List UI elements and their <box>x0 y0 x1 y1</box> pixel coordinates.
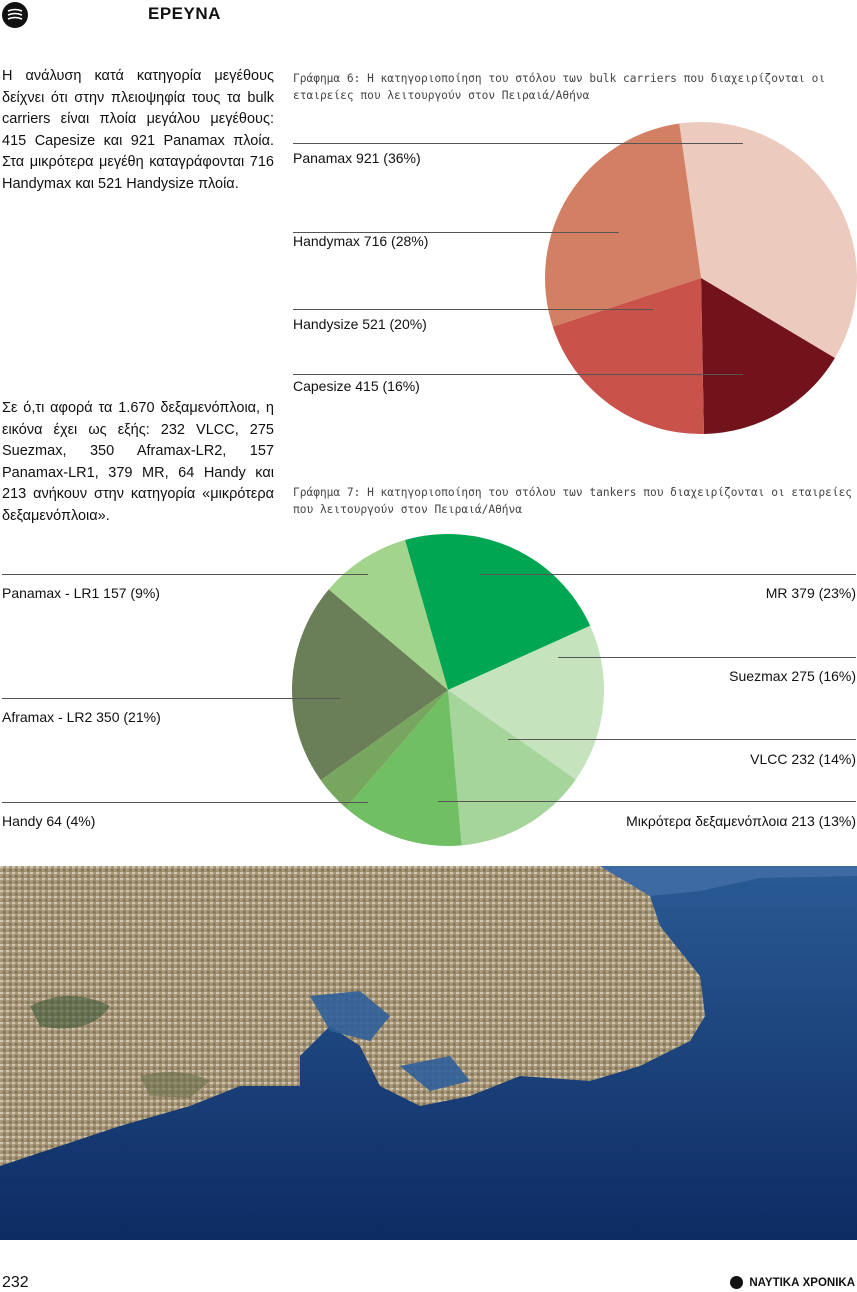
leader-line-handy <box>2 802 368 803</box>
page-number: 232 <box>2 1274 29 1291</box>
label-vlcc: VLCC 232 (14%) <box>750 751 856 767</box>
label-panamax: Panamax 921 (36%) <box>293 150 421 166</box>
leader-line-aframax <box>2 698 340 699</box>
leader-line-capesize <box>293 374 743 375</box>
leader-line-smaller-tankers <box>438 801 856 802</box>
label-capesize: Capesize 415 (16%) <box>293 378 420 394</box>
label-handy: Handy 64 (4%) <box>2 813 96 829</box>
bulk-carriers-pie-chart <box>540 117 857 439</box>
brand-mark <box>730 1276 855 1289</box>
brand-name: ΝΑΥΤΙΚΑ ΧΡΟΝΙΚΑ <box>749 1276 855 1289</box>
label-aframax: Aframax - LR2 350 (21%) <box>2 709 161 725</box>
leader-line-mr <box>480 574 856 575</box>
logo-icon <box>2 2 28 28</box>
chart6-caption: Γράφημα 6: Η κατηγοριοποίηση του στόλου των bulk carriers που διαχειρίζονται οι εταιρείες που λειτουργούν στον Πειραιά/Αθήνα <box>293 72 826 102</box>
brand-logo-icon <box>730 1276 743 1289</box>
label-handysize: Handysize 521 (20%) <box>293 316 427 332</box>
tankers-paragraph: Σε ό,τι αφορά τα 1.670 δεξαμενόπλοια, η εικόνα έχει ως εξής: 232 VLCC, 275 Suezmax, 350 Aframax-LR2, 157 Panamax-LR1, 379 MR, 64 Handy και 213 ανήκουν στην κατηγορία «μικρότερα δεξαμενόπλοια». <box>2 400 274 524</box>
chart7-caption: Γράφημα 7: Η κατηγοριοποίηση του στόλου των tankers που διαχειρίζονται οι εταιρείες που λειτουργούν στον Πειραιά/Αθήνα <box>293 486 853 516</box>
label-panamax-lr1: Panamax - LR1 157 (9%) <box>2 585 160 601</box>
label-mr: MR 379 (23%) <box>765 585 856 601</box>
label-handymax: Handymax 716 (28%) <box>293 233 429 249</box>
leader-line-handysize <box>293 309 653 310</box>
bulk-paragraph: Η ανάλυση κατά κατηγορία μεγέθους δείχνει ότι στην πλειοψηφία τους τα bulk carriers είναι πλοία μεγάλου μεγέθους: 415 Capesize και 921 Panamax πλοία. Στα μικρότερα μεγέθη καταγράφονται 716 Handymax και 521 Handysize πλοία. <box>2 68 274 192</box>
label-suezmax: Suezmax 275 (16%) <box>729 668 856 684</box>
leader-line-panamax <box>293 143 743 144</box>
section-title: ΕΡΕΥΝΑ <box>148 4 221 23</box>
label-smaller-tankers: Μικρότερα δεξαμενόπλοια 213 (13%) <box>626 813 856 829</box>
leader-line-panamax-lr1 <box>2 574 368 575</box>
aerial-photo-piraeus <box>0 866 857 1240</box>
leader-line-suezmax <box>558 657 856 658</box>
leader-line-vlcc <box>508 739 856 740</box>
